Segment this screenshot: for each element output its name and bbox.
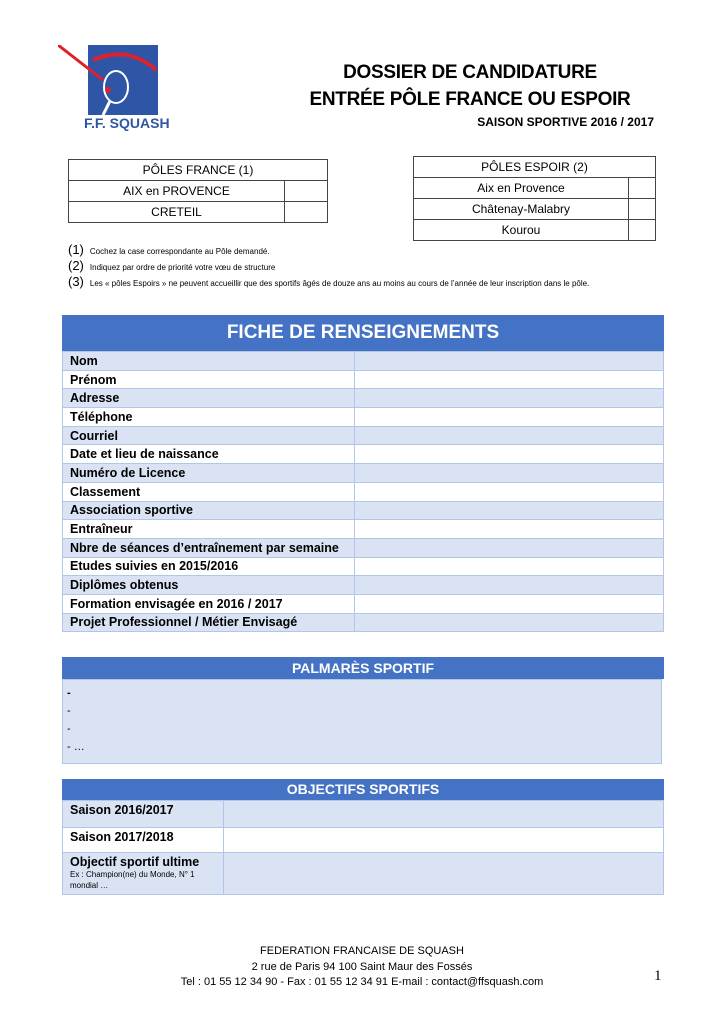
season: SAISON SPORTIVE 2016 / 2017 xyxy=(477,115,654,129)
fiche-label: Numéro de Licence xyxy=(63,464,355,483)
pole-label: AIX en PROVENCE xyxy=(69,181,285,202)
pole-label: CRETEIL xyxy=(69,202,285,223)
objectif-field[interactable] xyxy=(224,828,664,853)
objectifs-title: OBJECTIFS SPORTIFS xyxy=(62,779,664,800)
pole-checkbox[interactable] xyxy=(629,178,656,199)
fiche-row xyxy=(63,389,664,408)
ffsquash-logo xyxy=(84,45,170,133)
fiche-field[interactable] xyxy=(355,557,664,576)
fiche-label: Date et lieu de naissance xyxy=(63,445,355,464)
fiche-field[interactable] xyxy=(355,482,664,501)
fiche-field[interactable] xyxy=(355,501,664,520)
fiche-label: Etudes suivies en 2015/2016 xyxy=(63,557,355,576)
pole-label: Kourou xyxy=(414,220,629,241)
fiche-label: Prénom xyxy=(63,370,355,389)
fiche-row xyxy=(63,538,664,557)
fiche-label: Nbre de séances d’entraînement par semaine xyxy=(63,538,355,557)
poles-france-table xyxy=(68,159,328,223)
fiche-field[interactable] xyxy=(355,613,664,632)
fiche-title: FICHE DE RENSEIGNEMENTS xyxy=(62,315,664,351)
fiche-label: Nom xyxy=(63,352,355,371)
pole-checkbox[interactable] xyxy=(285,181,328,202)
fiche-table xyxy=(62,351,664,632)
fiche-label: Formation envisagée en 2016 / 2017 xyxy=(63,594,355,613)
title-line-2: ENTRÉE PÔLE FRANCE OU ESPOIR xyxy=(309,89,631,110)
fiche-field[interactable] xyxy=(355,389,664,408)
note: (1) Cochez la case correspondante au Pôle demandé. xyxy=(68,242,270,257)
logo-text: F.F. SQUASH xyxy=(84,115,170,131)
fiche-field[interactable] xyxy=(355,370,664,389)
fiche-field[interactable] xyxy=(355,464,664,483)
palmares-line: - xyxy=(67,687,71,699)
fiche-row xyxy=(63,482,664,501)
palmares-title: PALMARÈS SPORTIF xyxy=(62,657,664,679)
fiche-row xyxy=(63,520,664,539)
fiche-field[interactable] xyxy=(355,538,664,557)
fiche-row xyxy=(63,370,664,389)
note: (3) Les « pôles Espoirs » ne peuvent accueillir que des sportifs âgés de douze ans au moins au cours de l’année de leur inscription dans le pôle. xyxy=(68,274,590,289)
fiche-field[interactable] xyxy=(355,594,664,613)
fiche-label: Entraîneur xyxy=(63,520,355,539)
fiche-label: Téléphone xyxy=(63,408,355,427)
pole-checkbox[interactable] xyxy=(285,202,328,223)
fiche-row xyxy=(63,576,664,595)
palmares-line: - xyxy=(67,705,71,717)
fiche-row xyxy=(63,594,664,613)
pole-checkbox[interactable] xyxy=(629,220,656,241)
fiche-row xyxy=(63,501,664,520)
title-line-1: DOSSIER DE CANDIDATURE xyxy=(343,62,597,83)
objectif-field[interactable] xyxy=(224,853,664,895)
palmares-line: - xyxy=(67,723,71,735)
fiche-row xyxy=(63,352,664,371)
fiche-field[interactable] xyxy=(355,352,664,371)
objectif-label: Saison 2017/2018 xyxy=(63,828,224,853)
poles-espoir-header: PÔLES ESPOIR (2) xyxy=(414,157,656,178)
poles-espoir-table xyxy=(413,156,656,241)
fiche-field[interactable] xyxy=(355,426,664,445)
pole-label: Châtenay-Malabry xyxy=(414,199,629,220)
fiche-field[interactable] xyxy=(355,520,664,539)
fiche-row xyxy=(63,464,664,483)
fiche-row xyxy=(63,613,664,632)
fiche-label: Association sportive xyxy=(63,501,355,520)
footer-org: FEDERATION FRANCAISE DE SQUASH xyxy=(260,945,464,957)
objectif-label: Objectif sportif ultime Ex : Champion(ne) du Monde, N° 1 mondial … xyxy=(63,853,224,895)
poles-france-header: PÔLES FRANCE (1) xyxy=(69,160,328,181)
palmares-line: - … xyxy=(67,741,85,753)
fiche-field[interactable] xyxy=(355,408,664,427)
objectif-note: Ex : Champion(ne) du Monde, N° 1 mondial … xyxy=(70,870,195,890)
fiche-label: Courriel xyxy=(63,426,355,445)
fiche-field[interactable] xyxy=(355,445,664,464)
pole-checkbox[interactable] xyxy=(629,199,656,220)
palmares-field[interactable] xyxy=(62,679,662,764)
page-number: 1 xyxy=(654,968,662,984)
fiche-label: Diplômes obtenus xyxy=(63,576,355,595)
footer-contact: Tel : 01 55 12 34 90 - Fax : 01 55 12 34 91 E-mail : contact@ffsquash.com xyxy=(180,976,544,988)
fiche-row xyxy=(63,445,664,464)
pole-label: Aix en Provence xyxy=(414,178,629,199)
objectif-label: Saison 2016/2017 xyxy=(63,801,224,828)
fiche-row xyxy=(63,557,664,576)
objectifs-table xyxy=(62,800,664,895)
fiche-row xyxy=(63,426,664,445)
objectif-field[interactable] xyxy=(224,801,664,828)
fiche-field[interactable] xyxy=(355,576,664,595)
fiche-row xyxy=(63,408,664,427)
fiche-label: Classement xyxy=(63,482,355,501)
fiche-label: Adresse xyxy=(63,389,355,408)
footer-address: 2 rue de Paris 94 100 Saint Maur des Fossés xyxy=(251,961,473,973)
fiche-label: Projet Professionnel / Métier Envisagé xyxy=(63,613,355,632)
note: (2) Indiquez par ordre de priorité votre vœu de structure xyxy=(68,258,276,273)
